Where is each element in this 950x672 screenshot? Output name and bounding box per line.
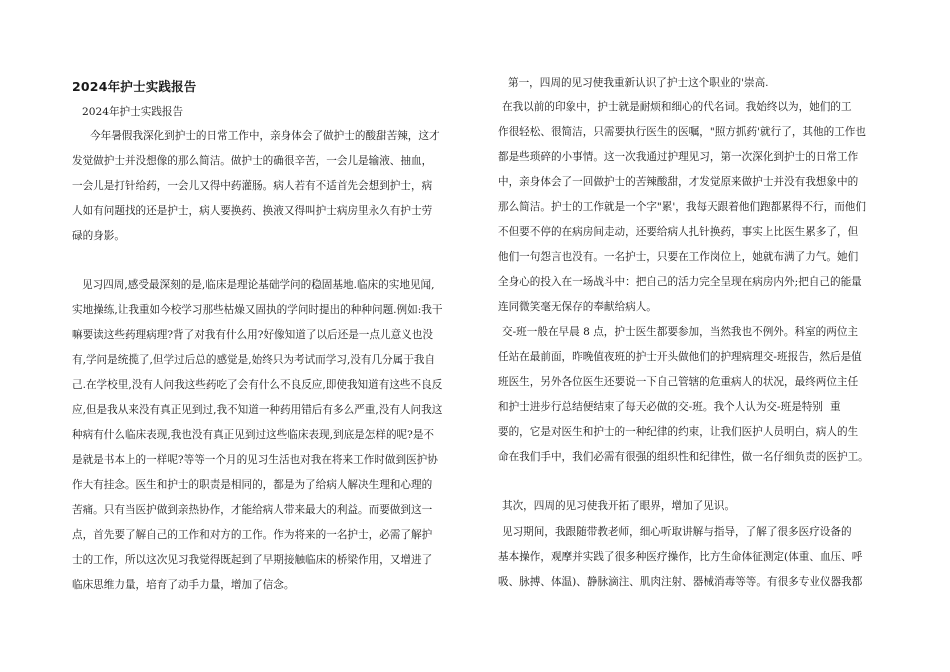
paragraph-line: 中，亲身体会了一回做护士的苦辣酸甜，才发觉原来做护士并没有我想象中的 (498, 176, 859, 188)
paragraph-line: 见习期间，我跟随带教老师，细心听取讲解与指导，了解了很多医疗设备的 (502, 526, 852, 538)
paragraph-line-fragment: 重 (830, 401, 841, 413)
paragraph-line: 要的，它是对医生和护士的一种纪律的约束，让我们医护人员明白，病人的生 (498, 426, 859, 438)
paragraph-line: 第一，四周的见习使我重新认识了护士这个职业的'崇高. (508, 77, 769, 89)
paragraph-line: 士的工作，所以这次见习我觉得既起到了早期接触临床的桥梁作用，又增进了 (72, 554, 433, 566)
paragraph-line: 全身心的投入在一场战斗中：把自己的活力完全呈现在病房内外;把自己的能量 (498, 276, 862, 288)
paragraph-line: 和护士进步行总结便结束了每天必做的交-班。我个人认为交-班是特别 (498, 401, 823, 413)
paragraph-line: 发觉做护士并没想像的那么简洁。做护士的确很辛苦，一会儿是输液、抽血， (72, 155, 433, 167)
paragraph-line: 一会儿是打针给药，一会儿又得中药灌肠。病人若有不适首先会想到护士，病 (72, 180, 433, 192)
paragraph-line: 交-班一般在早晨 8 点，护士医生都要参加，当然我也不例外。科室的两位主 (502, 326, 859, 338)
paragraph-line: 实地操练,让我重如今校学习那些枯燥又固执的学问时提出的种种问题.例如:我干 (72, 304, 443, 316)
paragraph-line: 不但要不停的在病房间走动，还要给病人扎针换药，事实上比医生累多了，但 (498, 226, 859, 238)
paragraph-line: 己.在学校里,没有人问我这些药吃了会有什么不良反应,即使我知道有这些不良反 (72, 379, 443, 391)
document-title: 2024年护士实践报告 (72, 79, 197, 94)
paragraph-line: 班医生，另外各位医生还要说一下自己管辖的危重病人的状况，最终两位主任 (498, 376, 859, 388)
paragraph-line: 都是些琐碎的小事情。这一次我通过护理见习，第一次深化到护士的日常工作 (498, 151, 859, 163)
paragraph-line: 命在我们手中，我们必需有很强的组织性和纪律性，做一名仔细负责的医护工。 (498, 451, 869, 463)
paragraph-line: 基本操作，观摩并实践了很多种医疗操作，比方生命体征测定(体重、血压、呼 (498, 551, 863, 563)
paragraph-line: 在我以前的印象中，护士就是耐烦和细心的代名词。我始终以为，她们的工 (502, 101, 852, 113)
paragraph-line: 有,学问是统揽了,但学过后总的感觉是,始终只为考试而学习,没有几分属于我自 (72, 354, 436, 366)
paragraph-line: 吸、脉搏、体温)、静脉滴注、肌肉注射、器械消毒等等。有很多专业仪器我都 (498, 576, 863, 588)
paragraph-line: 碌的身影。 (72, 230, 125, 242)
paragraph-line: 他们一句怨言也没有。一名护士，只要在工作岗位上，她就布满了力气。她们 (498, 251, 859, 263)
paragraph-line: 种病有什么临床表现,我也没有真正见到过这些临床表现,到底是怎样的呢?是不 (72, 429, 435, 441)
subtitle-line: 2024年护士实践报告 (82, 106, 184, 118)
paragraph-line: 见习四周,感受最深刻的是,临床是理论基础学问的稳固基地.临床的实地见闻, (82, 279, 435, 291)
paragraph-line: 连同微笑毫无保存的奉献给病人。 (498, 301, 657, 313)
paragraph-line: 人如有问题找的还是护士，病人要换药、换液又得叫护士病房里永久有护士劳 (72, 205, 433, 217)
paragraph-line: 应,但是我从来没有真正见到过,我不知道一种药用错后有多么严重,没有人问我这 (72, 404, 443, 416)
paragraph-line: 其次，四周的见习使我开拓了眼界，增加了见识。 (502, 500, 736, 512)
paragraph-line: 是就是书本上的一样呢?等等一个月的见习生活也对我在将来工作时做到医护协 (72, 454, 438, 466)
paragraph-line: 临床思维力量，培育了动手力量，增加了信念。 (72, 579, 295, 591)
paragraph-line: 苦痛。只有当医护做到亲热协作，才能给病人带来最大的利益。而要做到这一 (72, 504, 433, 516)
paragraph-line: 点，首先要了解自己的工作和对方的工作。作为将来的一名护士，必需了解护 (72, 529, 433, 541)
paragraph-line: 任站在最前面，昨晚值夜班的护士开头做他们的护理病理交-班报告，然后是值 (498, 351, 862, 363)
paragraph-line: 那么简洁。护士的工作就是一个字"累'，我每天跟着他们跑都累得不行，而他们 (498, 201, 866, 213)
paragraph-line: 作很轻松、很简洁，只需要执行医生的医嘱，"照方抓药'就行了，其他的工作也 (498, 126, 866, 138)
paragraph-line: 嘛要读这些药理病理?背了对我有什么用?好像知道了以后还是一点儿意义也没 (72, 329, 433, 341)
paragraph-line: 今年暑假我深化到护士的日常工作中，亲身体会了做护士的酸甜苦辣，这才 (90, 130, 440, 142)
paragraph-line: 作大有挂念。医生和护士的职责是相同的，都是为了给病人解决生理和心理的 (72, 479, 433, 491)
